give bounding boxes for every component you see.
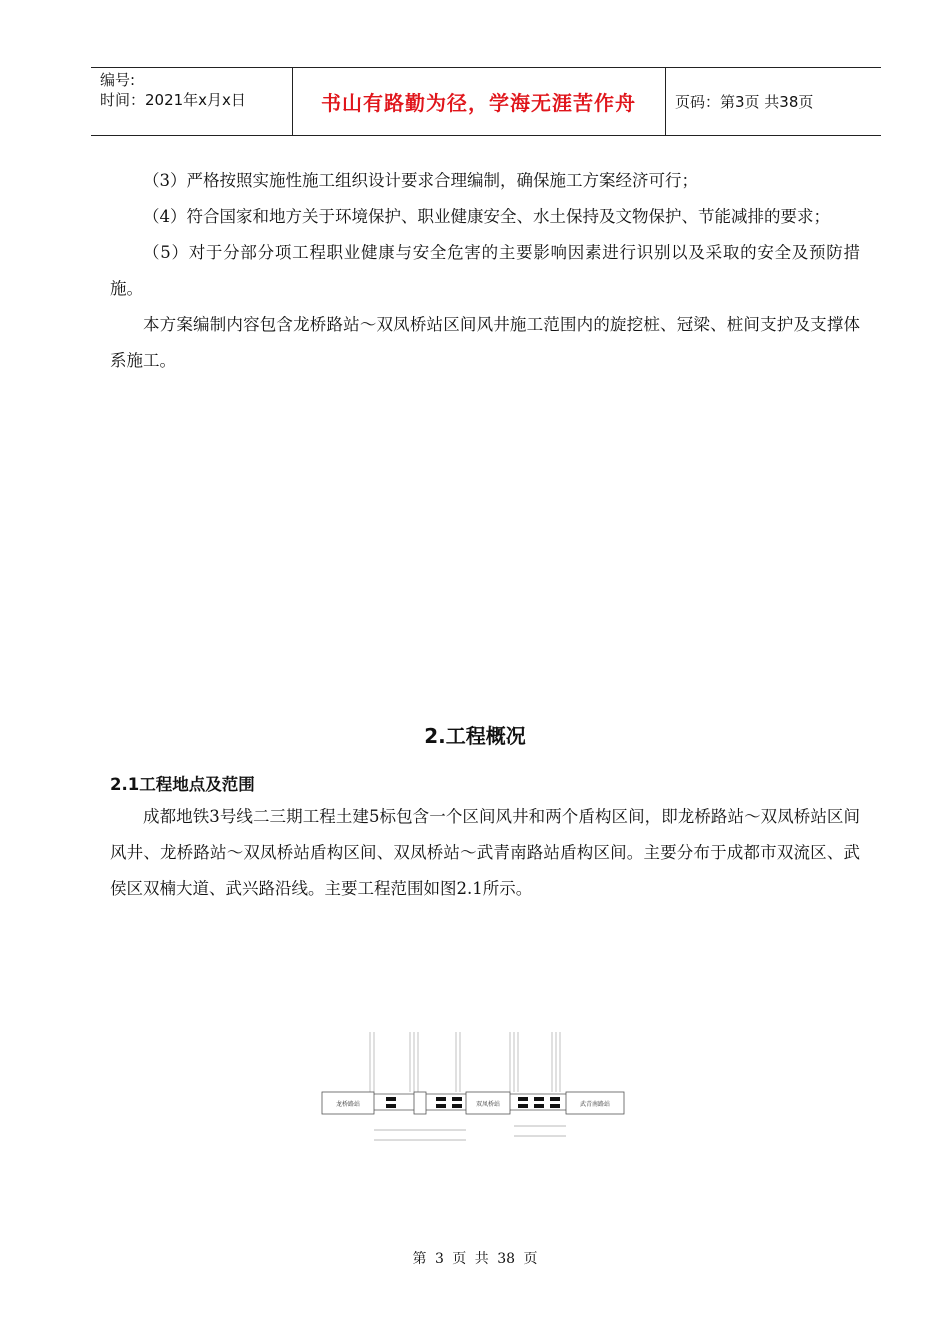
subsection-title: 2.1工程地点及范围 (110, 775, 255, 794)
requirements-list (110, 163, 860, 379)
paragraph-item-5: （5）对于分部分项工程职业健康与安全危害的主要影响因素进行识别以及采取的安全及预防措施。 (110, 243, 860, 298)
serial-number-label: 编号: (100, 71, 136, 89)
station-label-shuangfeng: 双凤桥站 (475, 1101, 501, 1108)
route-diagram (318, 1032, 630, 1152)
section-title: 2.工程概况 (424, 724, 526, 748)
page-footer: 第 3 页 共 38 页 (412, 1251, 538, 1267)
paragraph-item-3: （3）严格按照实施性施工组织设计要求合理编制，确保施工方案经济可行； (143, 171, 698, 190)
time-label: 时间：2021年x月x日 (100, 91, 246, 109)
header-bottom-rule (91, 135, 881, 136)
ventilation-shaft-box (414, 1092, 426, 1114)
header-meta (100, 70, 290, 110)
header-page-number: 页码：第3页 共38页 (675, 92, 814, 111)
paragraph-project-scope: 成都地铁3号线二三期工程土建5标包含一个区间风井和两个盾构区间，即龙桥路站～双凤桥站区间风井、龙桥路站～双凤桥站盾构区间、双凤桥站～武青南路站盾构区间。主要分布于成都市双流区、武侯区双楠大道、武兴路沿线。主要工程范围如图2.1所示。 (110, 807, 860, 898)
station-label-wuqingnan: 武青南路站 (579, 1101, 611, 1108)
header-divider-right (665, 67, 666, 135)
scope-section (110, 799, 860, 907)
paragraph-item-4: （4）符合国家和地方关于环境保护、职业健康安全、水土保持及文物保护、节能减排的要求； (143, 207, 830, 226)
paragraph-scope-statement: 本方案编制内容包含龙桥路站～双凤桥站区间风井施工范围内的旋挖桩、冠梁、桩间支护及支撑体系施工。 (110, 315, 860, 370)
header-motto: 书山有路勤为径，学海无涯苦作舟 (321, 90, 636, 115)
station-label-longqiao: 龙桥路站 (335, 1101, 361, 1108)
